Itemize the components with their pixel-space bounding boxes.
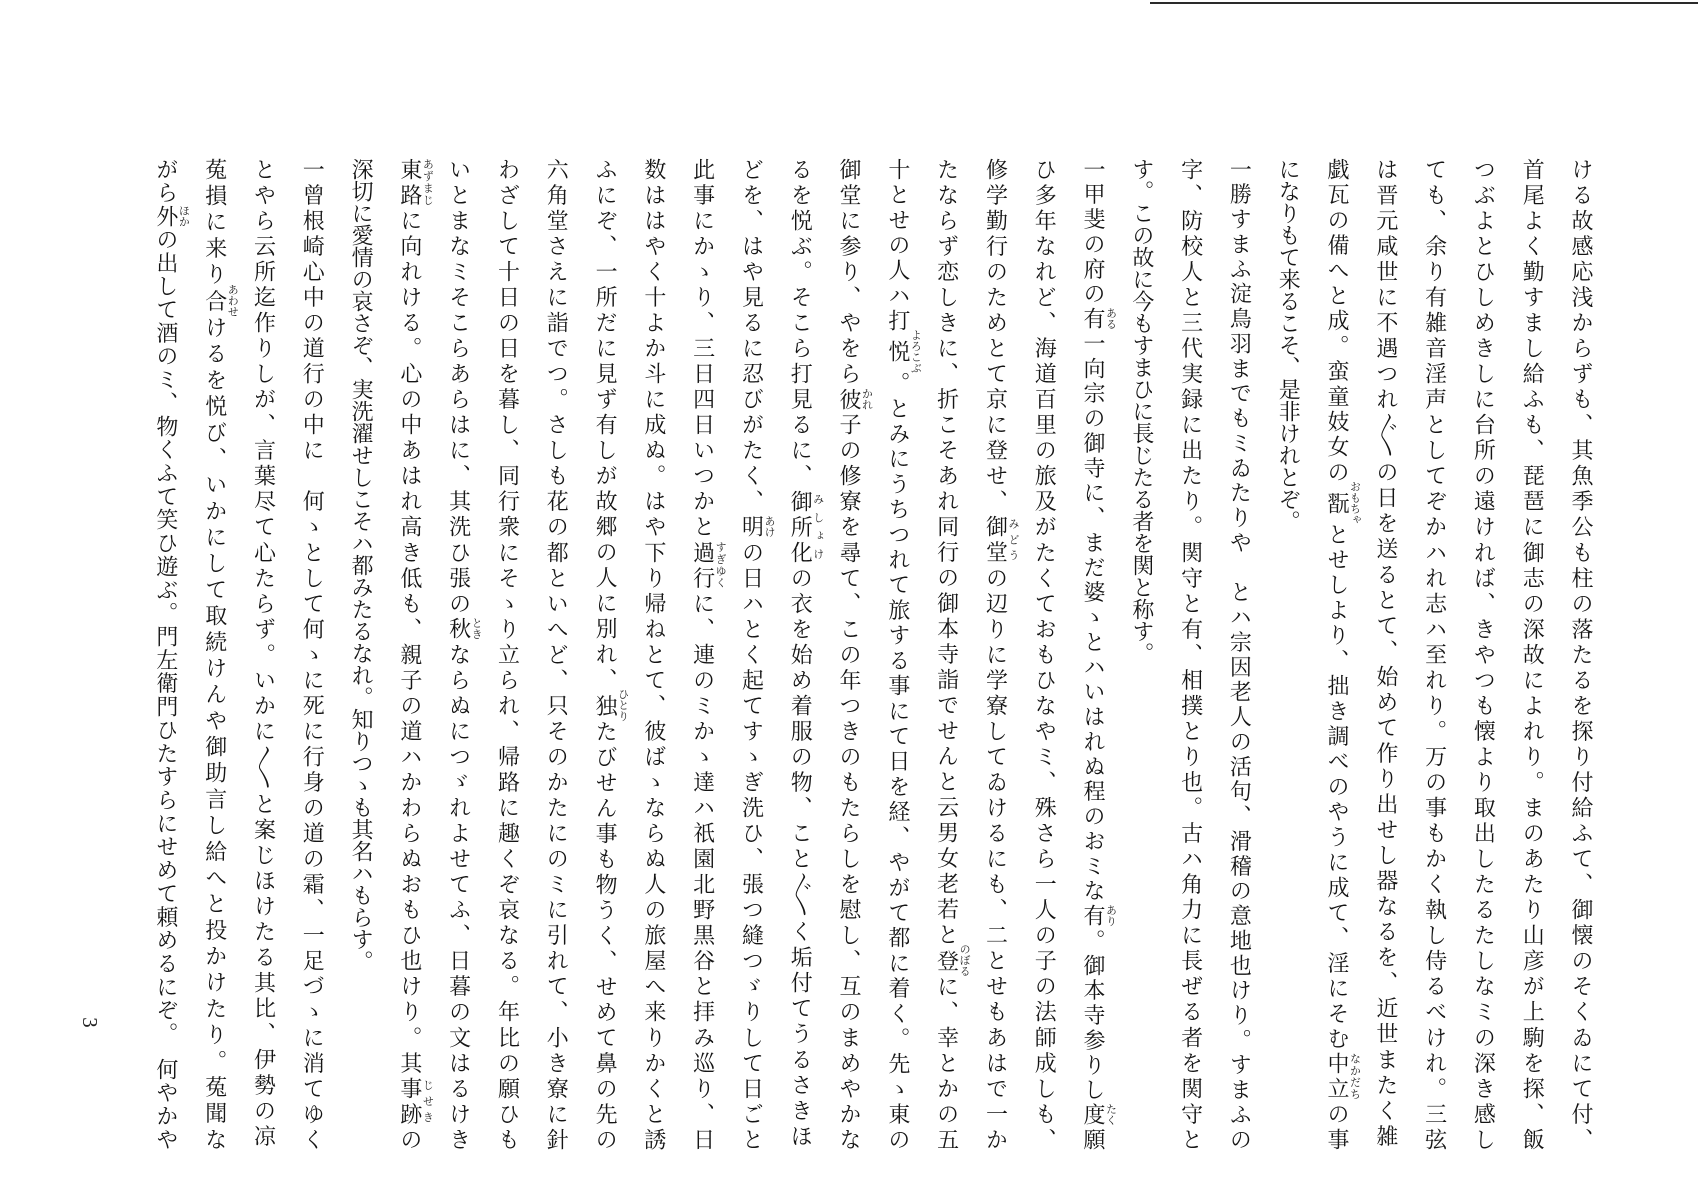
furigana: のぼる [958,943,971,977]
ruby-word: 中立なかだち [1325,1052,1361,1103]
text-column: とやら云所迄作りしが、言葉尽て心たらず。いかに〳〵と案じほけたる其比、伊勢の凉 [251,158,277,1150]
ruby-word: 事跡じせき [397,1076,434,1129]
text-column: 一勝すまふ淀鳥羽までもミゐたりや とハ宗因老人の活句、滑稽の意地也けり。すまふの [1227,158,1253,1150]
ruby-word: 有ある [1081,307,1117,333]
furigana: あずまじ [421,158,434,206]
text-column: 数ははやく十よか斗に成ぬ。はや下り帰ねとて、彼ばゝならぬ人の旅屋へ来りかくと誘 [641,158,667,1150]
furigana: とき [470,617,483,640]
text-column: ふにぞ、一所だに見ず有しが故郷の人に別れ、独ひとりたびせん事も物うく、せめて鼻の先の [593,158,629,1150]
ruby-word: 度たく [1081,1103,1117,1129]
ruby-word: 秋とき [446,617,483,644]
top-border-line [1150,2,1698,4]
text-column: 字、防校人と三代実録に出たり。関守と有、相撲とり也。古ハ角力に長ぜる者を関守と [1178,158,1204,1150]
ruby-word: 翫おもちゃ [1325,480,1361,525]
text-column: ひ多年なれど、海道百里の旅及がたくておもひなやミ、殊さら一人の子の法師成しも、 [1032,158,1058,1150]
ruby-word: 彼かれ [837,387,873,414]
ruby-word: 御堂みどう [983,515,1019,567]
furigana: よろこぶ [909,329,922,374]
text-column: 一曾根崎心中の道行の中に 何ゝとして何ゝに死に行身の道の霜、一足づゝに消てゆく [300,158,326,1150]
ruby-word: 御所化みしょけ [788,489,824,567]
text-column: わざして十日の日を暮し、同行衆にそゝり立られ、帰路に趣くぞ哀なる。年比の願ひも [495,158,521,1150]
text-column: 此事にかゝり、三日四日いつかと過行すぎゆくに、連のミかゝ達ハ祇園北野黒谷と拝み巡り、日 [690,158,727,1151]
text-column: 首尾よく勤すまし給ふも、琵琶に御志の深故によれり。まのあたり山彦が上駒を探、飯 [1520,158,1546,1150]
text-column: 東路あずまじに向れける。心の中あはれ高き低も、親子の道ハかわらぬおもひ也けり。其事跡じせきの [397,158,434,1151]
ruby-word: 有あり [1081,904,1117,930]
text-column: ける故感応浅からずも、其魚季公も柱の落たるを探り付給ふて、御懐のそくゐにて付、 [1569,158,1594,1150]
text-column: は晋元咸世に不遇つれ〴〵の日を送るとて、始めて作り出せし器なるを、近世またく雑 [1373,158,1399,1150]
furigana: みしょけ [811,489,824,563]
ruby-word: 登のぼる [934,943,971,977]
ruby-word: 悦よろこぶ [885,329,922,374]
ruby-word: 独ひとり [593,688,629,722]
text-column: つぶよとひしめきしに台所の遠ければ、きやつも懐より取出したるたしなミの深き感し [1471,158,1497,1150]
furigana: じせき [421,1076,434,1125]
page-number: 3 [77,1017,102,1028]
furigana: みどう [1006,515,1019,563]
text-column: になりもて来るこそ、是非けれとぞ。 [1276,158,1302,532]
ruby-word: 過行すぎゆく [690,540,727,592]
text-column: 菟損に来り合あわせけるを悦び、いかにして取続けんや御助言し給へと投かけたり。菟聞な [202,158,239,1151]
text-column: るを悦ぶ。そこら打見るに、御所化みしょけの衣を始め着服の物、こと〴〵く垢付てうるさきほ [788,158,824,1151]
text-column: 深切に愛情の哀さぞ、実洗濯せしこそハ都みたるなれ。知りつゝも其名ハもらす。 [349,158,375,972]
furigana: おもちゃ [1348,480,1361,525]
vertical-text-body [141,158,1605,1150]
furigana: たく [1104,1103,1117,1126]
furigana: すぎゆく [714,540,727,589]
furigana: ほか [177,204,190,227]
text-column: 修学勤行のためとて京に登せ、御堂みどうの辺りに学寮してゐけるにも、二とせもあはで一か [983,158,1019,1151]
text-column: いとまなミそこらあらはに、其洗ひ張の秋ときならぬにつゞれよせてふ、日暮の文はるけき [446,158,483,1151]
furigana: あり [1104,904,1117,927]
text-column: がら外ほかの出して酒のミ、物くふて笑ひ遊ぶ。門左衛門ひたすらにせめて頼めるにぞ。 何やかや [153,158,190,1151]
ruby-word: 東路あずまじ [397,158,434,210]
text-column: どを、はや見るに忍びがたく、明あけの日ハとく起てすゝぎ洗ひ、張つ縫つゞりして日ごと [739,158,775,1151]
text-column: たならず恋しきに、折こそあれ同行の御本寺詣でせんと云男女老若と登のぼるに、幸とかの五 [934,158,971,1150]
text-column: 一甲斐の府の有ある一向宗の御寺に、まだ婆ゝとハいはれぬ程のおミな有あり。御本寺参りし度たく願 [1081,158,1117,1151]
furigana: あけ [762,515,775,538]
ruby-word: 外ほか [153,204,190,229]
furigana: ある [1104,307,1117,330]
ruby-word: 合あわせ [202,283,239,317]
text-column: 御堂に参り、やをら彼かれ子の修寮を尋て、この年つきのもたらしを慰し、互のまめやかな [837,158,873,1151]
furigana: あわせ [226,283,239,317]
text-column: 戯瓦の備へと成。蛮童妓女の翫おもちゃとせしより、拙き調べのやうに成て、淫にそむ中立なかだちの事 [1325,158,1361,1151]
furigana: なかだち [1348,1052,1361,1100]
text-column: す。この故に今もすまひに長じたる者を関と称す。 [1129,158,1155,664]
text-column: 十とせの人ハ打悦よろこぶ。とみにうちつれて旅する事にて日を経、やがて都に着く。先ゝ東の [885,158,922,1151]
ruby-word: 明あけ [739,515,775,541]
text-column: ても、余り有雑音淫声としてぞかハれ志ハ至れり。万の事もかく執し侍るべけれ。三弦 [1422,158,1448,1150]
furigana: かれ [860,387,873,410]
furigana: ひとり [616,688,629,722]
text-column: 六角堂さえに詣でつ。さしも花の都といへど、只そのかたにのミに引れて、小き寮に針 [544,158,570,1150]
